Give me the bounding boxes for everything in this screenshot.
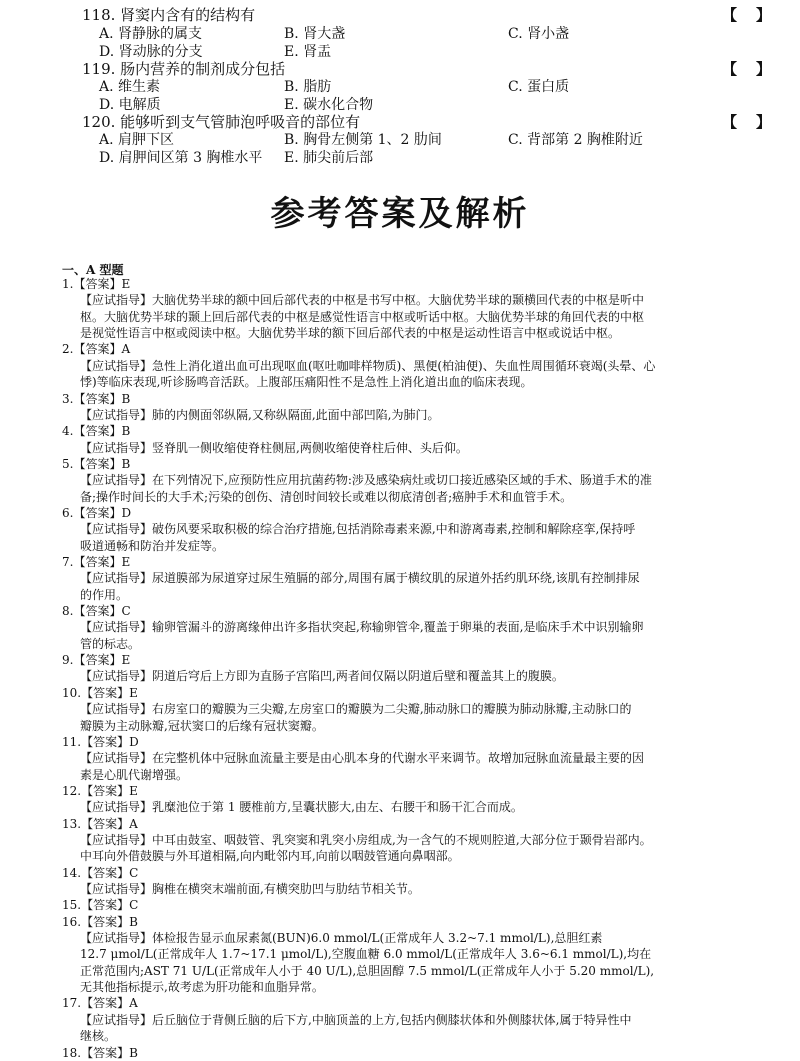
answer-line: 14.【答案】C	[62, 865, 139, 880]
guide-line: 【应试指导】大脑优势半球的额中回后部代表的中枢是书写中枢。大脑优势半球的颞横回代表的中枢是听中	[80, 293, 645, 308]
guide-line: 【应试指导】输卵管漏斗的游离缘伸出许多指状突起,称输卵管伞,覆盖于卵巢的表面,是临床手术中识别输卵	[80, 620, 644, 635]
answer-line: 13.【答案】A	[62, 816, 138, 831]
question-118-option-a: A. 肾静脉的属支	[99, 26, 203, 42]
guide-continuation-line: 素是心肌代谢增强。	[80, 767, 189, 782]
guide-continuation-line: 枢。大脑优势半球的颞上回后部代表的中枢是感觉性语言中枢或听话中枢。大脑优势半球的角回代表的中枢	[80, 309, 645, 324]
answer-line: 7.【答案】E	[62, 555, 131, 569]
answer-line: 12.【答案】E	[62, 783, 138, 798]
answer-line: 10.【答案】E	[62, 685, 138, 700]
question-120-answer-bracket: 【 】	[722, 113, 774, 131]
guide-continuation-line: 瓣膜为主动脉瓣,冠状窦口的后缘有冠状窦瓣。	[80, 718, 324, 733]
question-119-option-c: C. 蛋白质	[508, 79, 570, 95]
question-118-option-d: D. 肾动脉的分支	[99, 44, 203, 60]
answer-line: 15.【答案】C	[62, 898, 139, 913]
answer-line: 16.【答案】B	[62, 914, 138, 929]
answers-heading: 参考答案及解析	[270, 194, 530, 234]
guide-line: 【应试指导】阴道后穹后上方即为直肠子宫陷凹,两者间仅隔以阴道后壁和覆盖其上的腹膜。	[80, 669, 564, 684]
guide-line: 【应试指导】后丘脑位于背侧丘脑的后下方,中脑顶盖的上方,包括内侧膝状体和外侧膝状体,属于特异性中	[80, 1012, 632, 1027]
answer-line: 17.【答案】A	[62, 996, 138, 1011]
question-118-stem: 118. 肾窦内含有的结构有	[82, 6, 256, 24]
guide-line: 【应试指导】右房室口的瓣膜为三尖瓣,左房室口的瓣膜为二尖瓣,肺动脉口的瓣膜为肺动脉瓣,主动脉口的	[80, 702, 632, 717]
guide-line: 【应试指导】肺的内侧面邻纵隔,又称纵隔面,此面中部凹陷,为肺门。	[80, 407, 440, 422]
guide-line: 【应试指导】胸椎在横突末端前面,有横突肋凹与肋结节相关节。	[80, 882, 420, 896]
guide-continuation-line: 管的标志。	[80, 636, 141, 651]
question-118-option-e: E. 肾盂	[284, 44, 332, 60]
answer-line: 18.【答案】B	[62, 1045, 138, 1060]
question-120-option-c: C. 背部第 2 胸椎附近	[508, 132, 643, 148]
question-119-option-d: D. 电解质	[99, 97, 161, 113]
answer-line: 6.【答案】D	[62, 505, 132, 520]
guide-continuation-line: 吸道通畅和防治并发症等。	[80, 538, 225, 553]
guide-line: 【应试指导】体检报告显示血尿素氮(BUN)6.0 mmol/L(正常成年人 3.2~7.1 mmol/L),总胆红素	[80, 931, 603, 945]
guide-continuation-line: 正常范围内;AST 71 U/L(正常成年人小于 40 U/L),总胆固醇 7.5 mmol/L(正常成年人小于 5.20 mmol/L),	[80, 963, 655, 978]
guide-line: 【应试指导】乳糜池位于第 1 腰椎前方,呈囊状膨大,由左、右腰干和肠干汇合而成。	[80, 800, 523, 815]
question-119-option-a: A. 维生素	[99, 79, 161, 95]
answer-line: 3.【答案】B	[62, 391, 131, 406]
guide-continuation-line: 的作用。	[80, 587, 129, 602]
guide-continuation-line: 备;操作时间长的大手术;污染的创伤、清创时间较长或难以彻底清创者;癌肿手术和血管手术。	[80, 489, 573, 504]
question-118-answer-bracket: 【 】	[722, 6, 774, 24]
guide-continuation-line: 12.7 μmol/L(正常成年人 1.7~17.1 μmol/L),空腹血糖 6.0 mmol/L(正常成年人 3.6~6.1 mmol/L),均在	[80, 947, 652, 962]
question-120-option-e: E. 肺尖前后部	[284, 150, 374, 166]
answer-line: 11.【答案】D	[62, 734, 139, 749]
answer-line: 4.【答案】B	[62, 424, 131, 439]
guide-line: 【应试指导】竖脊肌一侧收缩使脊柱侧屈,两侧收缩使脊柱后伸、头后仰。	[80, 440, 468, 455]
guide-line: 【应试指导】在下列情况下,应预防性应用抗菌药物:涉及感染病灶或切口接近感染区域的手术、肠道手术的准	[80, 473, 652, 488]
guide-line: 【应试指导】中耳由鼓室、咽鼓管、乳突窦和乳突小房组成,为一含气的不规则腔道,大部分位于颞骨岩部内。	[80, 832, 652, 847]
guide-line: 【应试指导】急性上消化道出血可出现呕血(呕吐咖啡样物质)、黑便(柏油便)、失血性周围循环衰竭(头晕、心	[80, 358, 656, 373]
question-119-stem: 119. 肠内营养的制剂成分包括	[82, 60, 286, 78]
guide-line: 【应试指导】尿道膜部为尿道穿过尿生殖膈的部分,周围有属于横纹肌的尿道外括约肌环绕,该肌有控制排尿	[80, 571, 640, 586]
answer-line: 1.【答案】E	[62, 277, 131, 291]
question-118-option-c: C. 肾小盏	[508, 26, 570, 42]
answer-line: 8.【答案】C	[62, 604, 131, 618]
question-119-answer-bracket: 【 】	[722, 60, 774, 78]
question-119-option-e: E. 碳水化合物	[284, 97, 374, 113]
question-118-option-b: B. 肾大盏	[284, 26, 346, 42]
guide-continuation-line: 继核。	[80, 1029, 117, 1044]
section-label: 一、A 型题	[62, 263, 124, 277]
question-119-option-b: B. 脂肪	[284, 79, 332, 95]
question-120-option-a: A. 肩胛下区	[99, 132, 175, 148]
answer-line: 2.【答案】A	[62, 342, 131, 357]
guide-continuation-line: 中耳向外借鼓膜与外耳道相隔,向内毗邻内耳,向前以咽鼓管通向鼻咽部。	[80, 849, 460, 864]
question-120-option-b: B. 胸骨左侧第 1、2 肋间	[284, 132, 442, 148]
guide-continuation-line: 悸)等临床表现,听诊肠鸣音活跃。上腹部压痛阳性不是急性上消化道出血的临床表现。	[80, 375, 533, 390]
guide-line: 【应试指导】破伤风要采取积极的综合治疗措施,包括消除毒素来源,中和游离毒素,控制和解除痉挛,保持呼	[80, 522, 636, 537]
guide-line: 【应试指导】在完整机体中冠脉血流量主要是由心肌本身的代谢水平来调节。故增加冠脉血流量最主要的因	[80, 751, 645, 766]
guide-continuation-line: 是视觉性语言中枢或阅读中枢。大脑优势半球的额下回后部代表的中枢是运动性语言中枢或说话中枢。	[80, 326, 621, 341]
question-120-stem: 120. 能够听到支气管肺泡呼吸音的部位有	[82, 113, 361, 131]
answer-line: 5.【答案】B	[62, 456, 131, 471]
answer-line: 9.【答案】E	[62, 653, 131, 667]
guide-continuation-line: 无其他指标提示,故考虑为肝功能和血脂异常。	[80, 980, 324, 995]
question-120-option-d: D. 肩胛间区第 3 胸椎水平	[99, 150, 263, 166]
